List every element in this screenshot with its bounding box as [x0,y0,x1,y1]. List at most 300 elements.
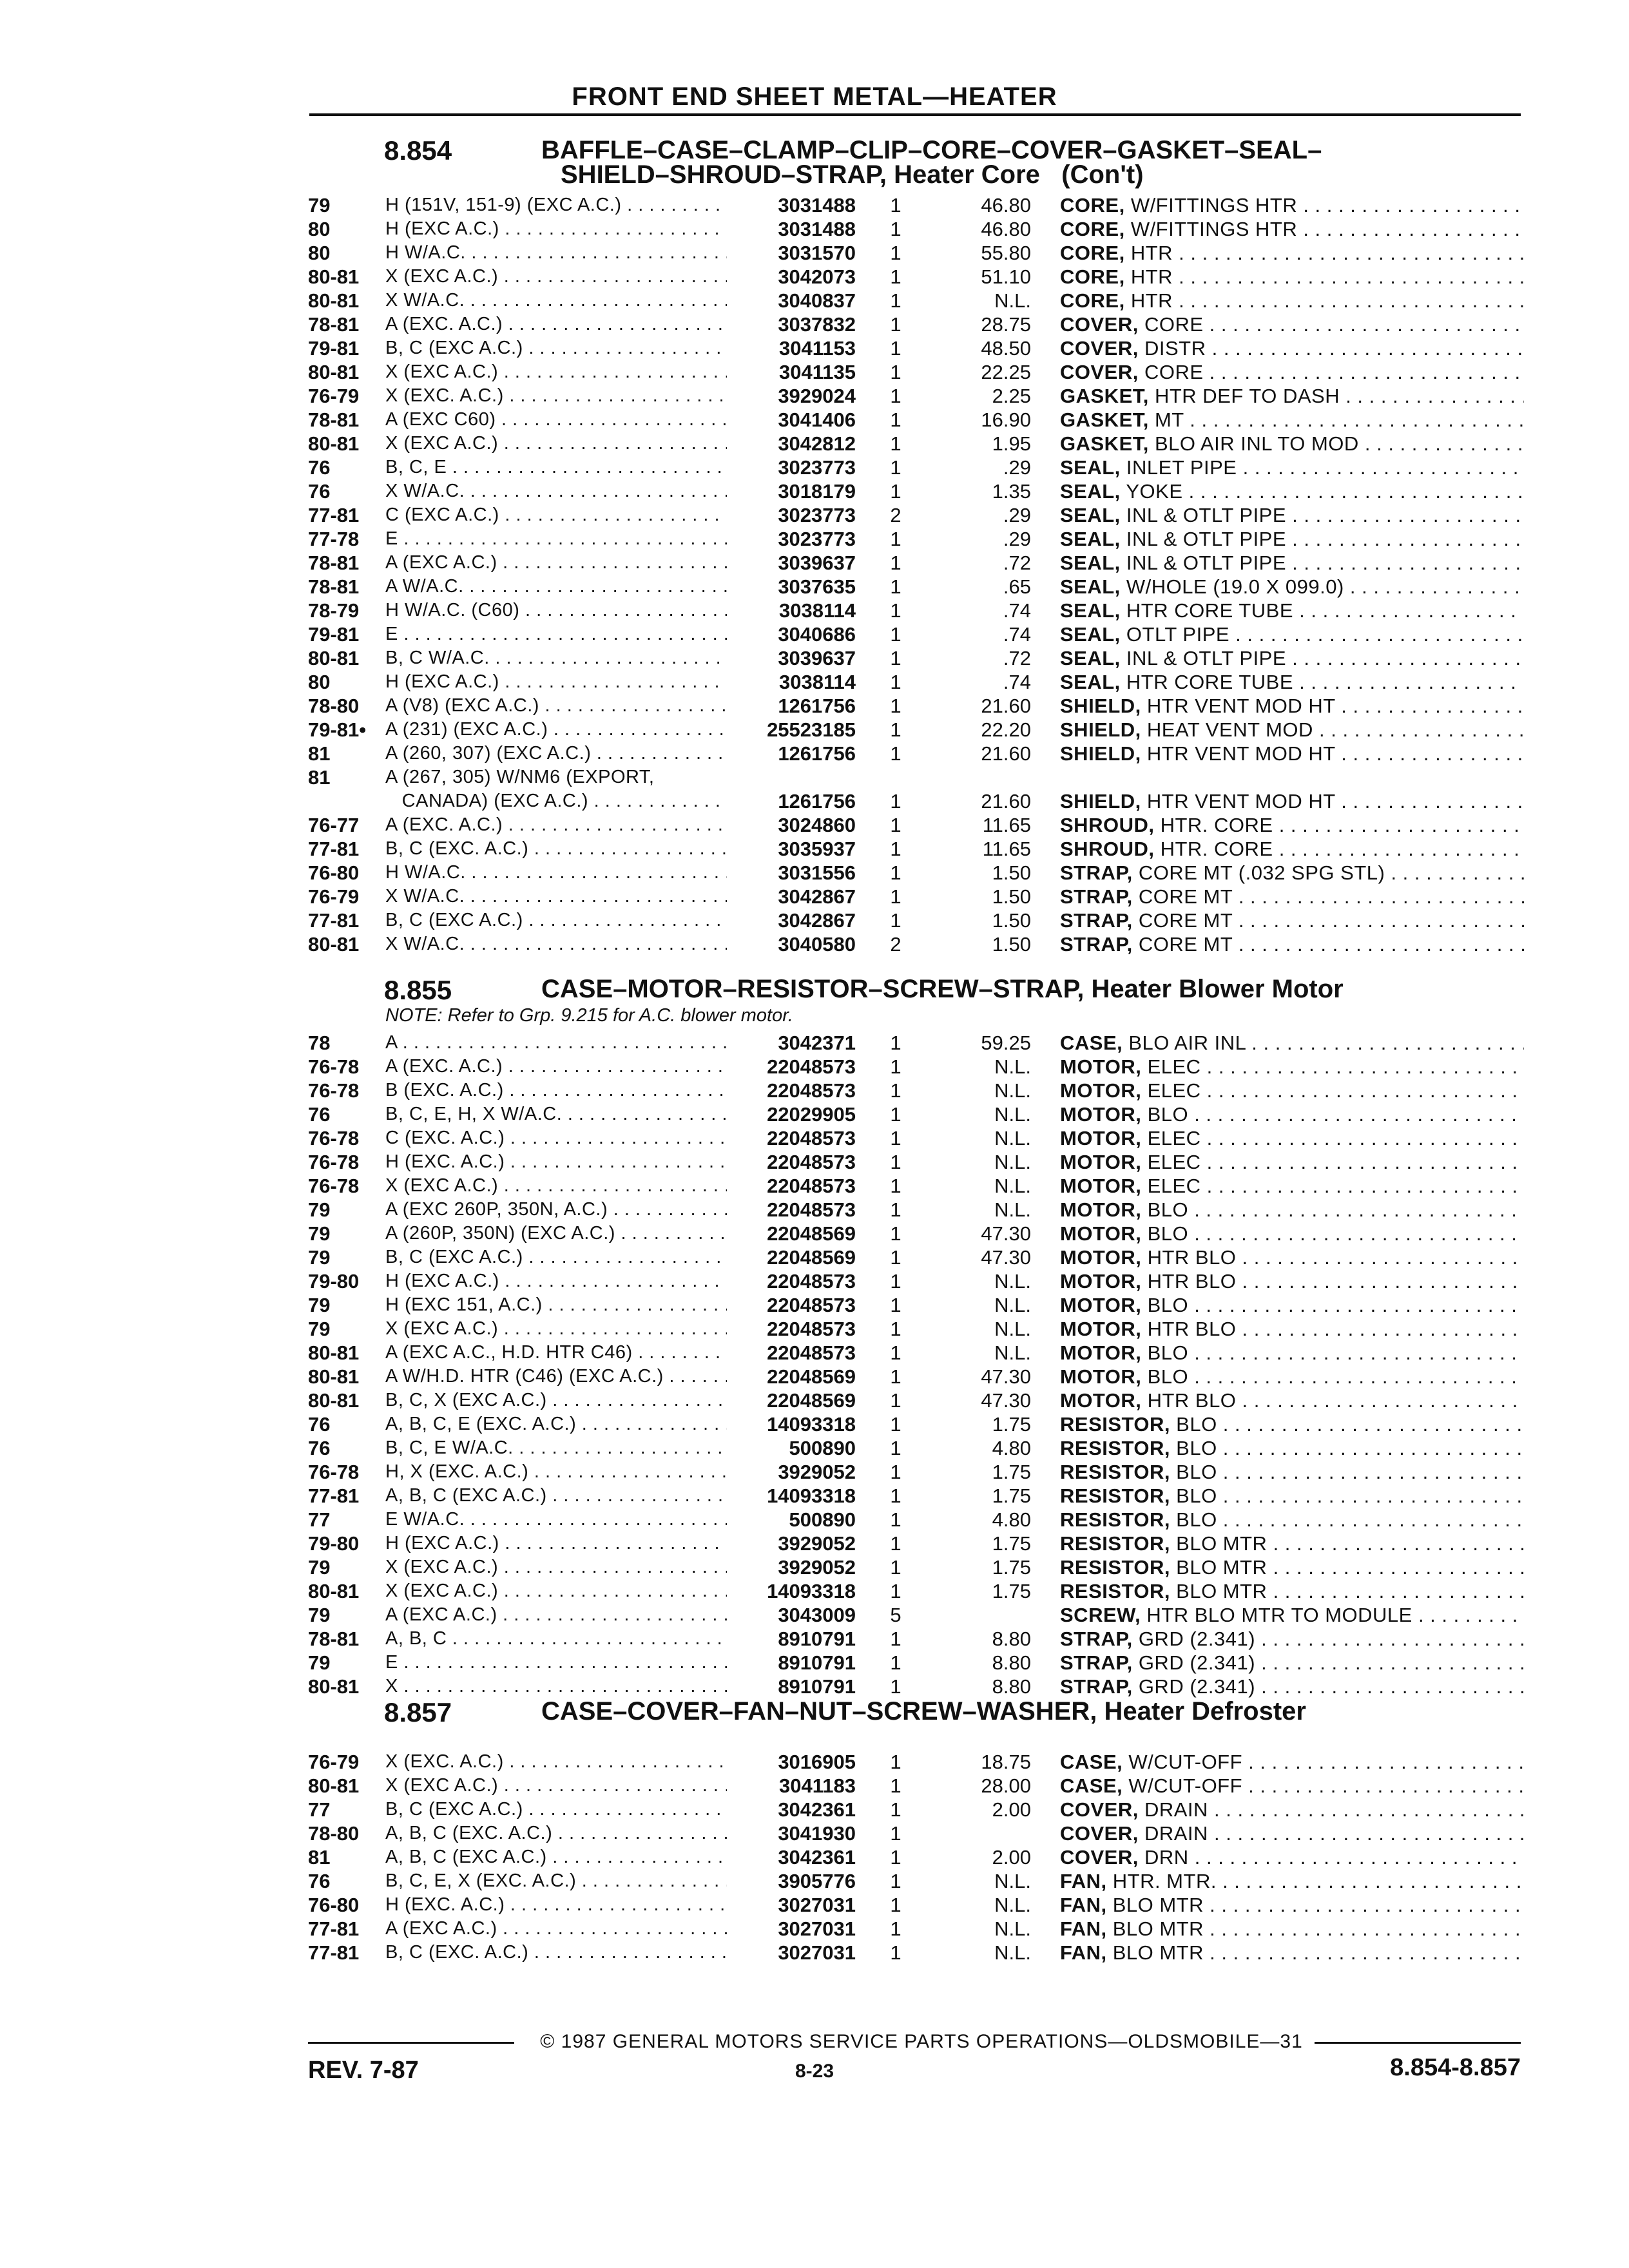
part-number-cell: 22048573 [767,1127,856,1149]
year-cell: 77-81 [308,838,360,860]
year-cell: 80 [308,671,331,693]
description-name: CORE, [1060,194,1125,216]
description-cell [1060,1651,1524,1675]
part-number-cell: 3042867 [778,909,856,932]
description-text: DISTR [1144,337,1206,360]
model-cell: X (EXC. A.C.) . . . [385,1750,727,1774]
description-name: COVER, [1060,1846,1139,1869]
year-cell: 80-81 [308,1365,360,1388]
price-cell: N.L. [994,1175,1031,1197]
description-text: BLO [1176,1461,1217,1483]
quantity-cell: 1 [890,861,901,884]
quantity-cell: 5 [890,1604,901,1626]
price-cell: 59.25 [981,1032,1031,1054]
model-cell: A, B, C, E (EXC. A.C.) . . . [385,1412,727,1436]
year-cell: 76-78 [308,1079,360,1102]
description-name: MOTOR, [1060,1365,1142,1388]
part-number-cell: 3042073 [778,265,856,288]
description-text: HTR VENT MOD HT [1146,742,1336,765]
quantity-cell: 1 [890,1079,901,1102]
year-cell: 76-80 [308,1894,360,1916]
section-title [541,138,1547,187]
description-name: FAN, [1060,1941,1107,1964]
description-text: CORE [1144,361,1204,383]
quantity-cell: 2 [890,504,901,526]
price-cell: 8.80 [992,1675,1031,1698]
description-text: CORE MT [1138,909,1233,932]
part-number-cell: 14093318 [767,1580,856,1602]
model-cell: A (260, 307) (EXC A.C.) . . . [385,742,727,765]
year-cell: 77-81 [308,909,360,932]
price-cell: .74 [1003,623,1031,646]
model-cell: B (EXC. A.C.) . . . [385,1079,727,1102]
year-cell: 76 [308,1413,331,1436]
description-text: INLET PIPE [1126,456,1237,479]
model-cell: E . . . [385,1651,727,1675]
price-cell: 18.75 [981,1751,1031,1773]
part-number-cell: 14093318 [767,1485,856,1507]
section-title-line1: CASE–COVER–FAN–NUT–SCREW–WASHER, [541,1697,1097,1725]
model-cell: B, C (EXC. A.C.) . . . [385,1941,727,1965]
description-name: RESISTOR, [1060,1508,1171,1531]
description-name: RESISTOR, [1060,1556,1171,1579]
price-cell: 1.50 [992,861,1031,884]
quantity-cell: 1 [890,1917,901,1940]
model-cell: B, C (EXC. A.C.) . . . [385,837,727,861]
description-cell [1060,456,1524,479]
description-name: SEAL, [1060,599,1121,622]
description-cell [1060,217,1524,241]
part-number-cell: 3042371 [778,1032,856,1054]
table-row [0,1174,1629,1198]
quantity-cell: 1 [890,1318,901,1340]
description-text: BLO [1147,1341,1189,1364]
year-cell: 76-77 [308,814,360,836]
quantity-cell: 1 [890,408,901,431]
price-cell: .74 [1003,671,1031,693]
table-row [0,384,1629,408]
description-name: STRAP, [1060,909,1133,932]
table-row [0,289,1629,312]
description-name: MOTOR, [1060,1175,1142,1197]
quantity-cell: 1 [890,1798,901,1821]
year-cell: 80-81 [308,647,360,669]
part-number-cell: 3024860 [778,814,856,836]
model-cell: X (EXC A.C.) . . . [385,1174,727,1198]
description-text: BLO MTR [1112,1941,1204,1964]
model-cell: B, C (EXC A.C.) . . . [385,1798,727,1821]
description-name: FAN, [1060,1870,1107,1892]
description-name: SEAL, [1060,552,1121,574]
description-cell [1060,622,1524,646]
year-cell: 79-81 [308,623,360,646]
year-cell: 79 [308,1222,331,1245]
year-cell: 81 [308,1846,331,1869]
year-cell: 77-81 [308,1941,360,1964]
price-cell: N.L. [994,1318,1031,1340]
year-cell: 76 [308,1103,331,1126]
part-number-cell: 3041930 [778,1822,856,1845]
section-number: 8.857 [384,1697,452,1727]
year-cell: 79-81 [308,337,360,360]
part-number-cell: 8910791 [778,1651,856,1674]
model-cell: H, X (EXC. A.C.) . . . [385,1460,727,1484]
model-cell: A (V8) (EXC A.C.) . . . [385,694,727,718]
description-cell [1060,813,1524,837]
description-text: BLO MTR [1176,1580,1268,1602]
price-cell: N.L. [994,1055,1031,1078]
table-row [0,551,1629,575]
table-row [0,1222,1629,1245]
section-subtitle: Heater Defroster [1104,1697,1306,1725]
part-number-cell: 3031556 [778,861,856,884]
part-number-cell: 22048573 [767,1318,856,1340]
description-name: MOTOR, [1060,1341,1142,1364]
description-name: MOTOR, [1060,1222,1142,1245]
model-cell: X (EXC A.C.) . . . [385,360,727,384]
description-name: MOTOR, [1060,1127,1142,1149]
year-cell: 78-79 [308,599,360,622]
table-row [0,503,1629,527]
table-row [0,312,1629,336]
description-name: SCREW, [1060,1604,1141,1626]
model-cell: C (EXC A.C.) . . . [385,503,727,527]
description-cell [1060,742,1524,765]
quantity-cell: 1 [890,1894,901,1916]
year-cell: 76-79 [308,1751,360,1773]
description-text: HEAT VENT MOD [1146,718,1313,741]
description-name: COVER, [1060,313,1139,336]
year-cell: 80-81 [308,1675,360,1698]
description-text: BLO [1147,1294,1189,1316]
description-name: CORE, [1060,242,1125,264]
part-number-cell: 22048569 [767,1389,856,1412]
quantity-cell: 1 [890,1127,901,1149]
price-cell: 46.80 [981,218,1031,240]
part-number-cell: 3929052 [778,1532,856,1555]
description-text: DRN [1144,1846,1189,1869]
model-cell: B, C, E, H, X W/A.C. . . . [385,1102,727,1126]
price-cell: 47.30 [981,1365,1031,1388]
table-row [0,1484,1629,1508]
year-cell: 79 [308,1246,331,1269]
table-row [0,813,1629,837]
model-cell: H (EXC. A.C.) . . . [385,1893,727,1917]
description-text: ELEC [1147,1079,1201,1102]
section-title-line1: BAFFLE–CASE–CLAMP–CLIP–CORE–COVER–GASKET–SEAL– [541,136,1322,164]
model-cell: X W/A.C. . . . [385,289,727,312]
description-cell [1060,1460,1524,1484]
model-cell: A (EXC A.C., H.D. HTR C46) . . . [385,1341,727,1365]
description-name: SEAL, [1060,504,1121,526]
quantity-cell: 1 [890,218,901,240]
description-name: CORE, [1060,265,1125,288]
table-row [0,718,1629,742]
table-row [0,575,1629,599]
part-number-cell: 500890 [789,1508,856,1531]
description-name: STRAP, [1060,861,1133,884]
table-row [0,217,1629,241]
description-cell [1060,1532,1524,1555]
quantity-cell: 1 [890,1651,901,1674]
description-cell [1060,1031,1524,1055]
quantity-cell: 1 [890,1751,901,1773]
description-cell [1060,408,1524,432]
description-name: MOTOR, [1060,1198,1142,1221]
model-cell: A (EXC 260P, 350N, A.C.) . . . [385,1198,727,1222]
price-cell: 8.80 [992,1628,1031,1650]
description-cell [1060,193,1524,217]
table-row [0,1508,1629,1532]
model-cell: X (EXC. A.C.) . . . [385,384,727,408]
table-row [0,1198,1629,1222]
description-name: MOTOR, [1060,1079,1142,1102]
description-cell [1060,527,1524,551]
price-cell: 1.50 [992,885,1031,908]
description-name: SEAL, [1060,575,1121,598]
quantity-cell: 1 [890,1774,901,1797]
price-cell: 21.60 [981,695,1031,717]
table-row [0,432,1629,456]
description-name: MOTOR, [1060,1294,1142,1316]
price-cell: N.L. [994,1151,1031,1173]
description-text: HTR BLO MTR TO MODULE [1146,1604,1412,1626]
description-cell [1060,908,1524,932]
table-row [0,599,1629,622]
model-cell: X W/A.C. . . . [385,479,727,503]
description-name: SEAL, [1060,480,1121,503]
description-name: CASE, [1060,1774,1123,1797]
model-cell: H (151V, 151-9) (EXC A.C.) . . . [385,193,727,217]
table-row [0,527,1629,551]
model-cell: X (EXC A.C.) . . . [385,1774,727,1798]
year-cell: 76 [308,1437,331,1459]
description-name: STRAP, [1060,1628,1133,1650]
year-cell: 76-78 [308,1055,360,1078]
price-cell: 1.50 [992,909,1031,932]
table-row [0,1917,1629,1941]
description-text: BLO [1176,1508,1217,1531]
table-row [0,622,1629,646]
year-cell: 79 [308,1556,331,1579]
quantity-cell: 1 [890,647,901,669]
model-cell: E . . . [385,622,727,646]
year-cell: 78-80 [308,695,360,717]
model-cell: B, C, X (EXC A.C.) . . . [385,1389,727,1412]
description-text: INL & OTLT PIPE [1126,528,1287,550]
year-cell: 79-80 [308,1532,360,1555]
part-number-cell: 25523185 [767,718,856,741]
description-cell [1060,1365,1524,1389]
model-cell: X (EXC A.C.) . . . [385,432,727,456]
quantity-cell: 1 [890,695,901,717]
price-cell: 1.35 [992,480,1031,503]
description-text: HTR BLO [1147,1389,1237,1412]
description-name: SEAL, [1060,528,1121,550]
description-text: DRAIN [1144,1822,1208,1845]
table-row [0,1436,1629,1460]
description-name: CASE, [1060,1751,1123,1773]
section-subtitle: Heater Blower Motor [1091,975,1344,1003]
year-cell: 78-81 [308,552,360,574]
price-cell: .29 [1003,456,1031,479]
description-name: GASKET, [1060,408,1149,431]
table-row [0,1460,1629,1484]
description-text: HTR. MTR. [1112,1870,1217,1892]
table-row [0,265,1629,289]
part-number-cell: 3027031 [778,1941,856,1964]
revision-label: REV. 7-87 [308,2057,419,2084]
price-cell: N.L. [994,289,1031,312]
year-cell: 79-81• [308,718,367,741]
table-row [0,1675,1629,1698]
description-cell [1060,861,1524,885]
model-cell: X W/A.C. . . . [385,885,727,908]
part-number-cell: 3039637 [778,647,856,669]
quantity-cell: 1 [890,480,901,503]
page-header-title: FRONT END SHEET METAL—HEATER [572,82,1057,111]
table-row [0,670,1629,694]
description-text: BLO [1147,1103,1189,1126]
price-cell: 16.90 [981,408,1031,431]
description-cell [1060,1222,1524,1245]
description-text: HTR BLO [1147,1270,1237,1293]
description-cell [1060,336,1524,360]
part-number-cell: 3031488 [778,194,856,216]
quantity-cell: 1 [890,337,901,360]
quantity-cell: 1 [890,456,901,479]
table-row [0,742,1629,765]
price-cell: 11.65 [982,814,1031,836]
year-cell: 76 [308,1870,331,1892]
quantity-cell: 1 [890,1508,901,1531]
table-row [0,1102,1629,1126]
part-number-cell: 3038114 [779,599,856,622]
model-cell: A, B, C (EXC A.C.) . . . [385,1845,727,1869]
price-cell: 4.80 [992,1437,1031,1459]
description-cell [1060,694,1524,718]
year-cell: 80-81 [308,432,360,455]
description-name: SHIELD, [1060,695,1141,717]
model-cell: X (EXC A.C.) . . . [385,1555,727,1579]
part-number-cell: 3042812 [778,432,856,455]
part-number-cell: 3031488 [778,218,856,240]
description-cell [1060,1269,1524,1293]
model-cell: X W/A.C. . . . [385,932,727,956]
price-cell: 8.80 [992,1651,1031,1674]
quantity-cell: 1 [890,1822,901,1845]
year-cell: 76-78 [308,1127,360,1149]
quantity-cell: 1 [890,1675,901,1698]
table-row [0,1774,1629,1798]
table-row [0,1579,1629,1603]
description-cell [1060,1174,1524,1198]
table-row [0,789,1629,813]
quantity-cell: 1 [890,790,901,812]
quantity-cell: 1 [890,1846,901,1869]
description-text: BLO AIR INL TO MOD [1154,432,1359,455]
price-cell: N.L. [994,1917,1031,1940]
description-name: MOTOR, [1060,1055,1142,1078]
year-cell: 76-80 [308,861,360,884]
quantity-cell: 1 [890,1437,901,1459]
description-cell [1060,1341,1524,1365]
model-cell: A (EXC. A.C.) . . . [385,813,727,837]
description-cell [1060,718,1524,742]
model-cell: A (260P, 350N) (EXC A.C.) . . . [385,1222,727,1245]
part-number-cell: 3041153 [779,337,856,360]
year-cell: 81 [308,742,331,765]
model-cell: H (EXC A.C.) . . . [385,1532,727,1555]
description-cell [1060,1917,1524,1941]
quantity-cell: 1 [890,1413,901,1436]
description-text: HTR [1130,289,1173,312]
description-name: STRAP, [1060,885,1133,908]
price-cell: 28.00 [981,1774,1031,1797]
description-text: BLO MTR [1112,1917,1204,1940]
description-name: CORE, [1060,218,1125,240]
year-cell: 77-81 [308,1917,360,1940]
description-text: OTLT PIPE [1126,623,1230,646]
year-cell: 77 [308,1508,331,1531]
section-title-line2: SHIELD–SHROUD–STRAP, [561,160,887,189]
description-cell [1060,312,1524,336]
description-cell [1060,1102,1524,1126]
price-cell: N.L. [994,1294,1031,1316]
quantity-cell: 1 [890,1032,901,1054]
price-cell: .72 [1003,647,1031,669]
quantity-cell: 1 [890,1341,901,1364]
year-cell: 80-81 [308,1389,360,1412]
table-row [0,1269,1629,1293]
part-number-cell: 3018179 [778,480,856,503]
description-cell [1060,789,1524,813]
year-cell: 80 [308,242,331,264]
quantity-cell: 1 [890,385,901,407]
description-name: SEAL, [1060,623,1121,646]
price-cell: N.L. [994,1198,1031,1221]
year-cell: 79 [308,1318,331,1340]
section-title-line1: CASE–MOTOR–RESISTOR–SCREW–STRAP, [541,975,1084,1003]
part-number-cell: 8910791 [778,1628,856,1650]
quantity-cell: 2 [890,933,901,956]
table-row [0,1845,1629,1869]
table-row [0,193,1629,217]
description-cell [1060,1941,1524,1965]
price-cell: 21.60 [981,790,1031,812]
year-cell: 80-81 [308,361,360,383]
table-row [0,408,1629,432]
description-name: SEAL, [1060,647,1121,669]
model-cell: E W/A.C. . . . [385,1508,727,1532]
part-number-cell: 22048569 [767,1222,856,1245]
part-number-cell: 3037635 [778,575,856,598]
model-cell: E . . . [385,527,727,551]
quantity-cell: 1 [890,313,901,336]
description-cell [1060,551,1524,575]
description-cell [1060,1508,1524,1532]
description-name: SEAL, [1060,671,1121,693]
description-text: BLO MTR [1176,1532,1268,1555]
footer-rule-left [308,2042,514,2044]
quantity-cell: 1 [890,575,901,598]
table-row [0,1532,1629,1555]
price-cell: 22.25 [981,361,1031,383]
price-cell: N.L. [994,1941,1031,1964]
price-cell: 28.75 [981,313,1031,336]
table-row [0,1627,1629,1651]
quantity-cell: 1 [890,1222,901,1245]
